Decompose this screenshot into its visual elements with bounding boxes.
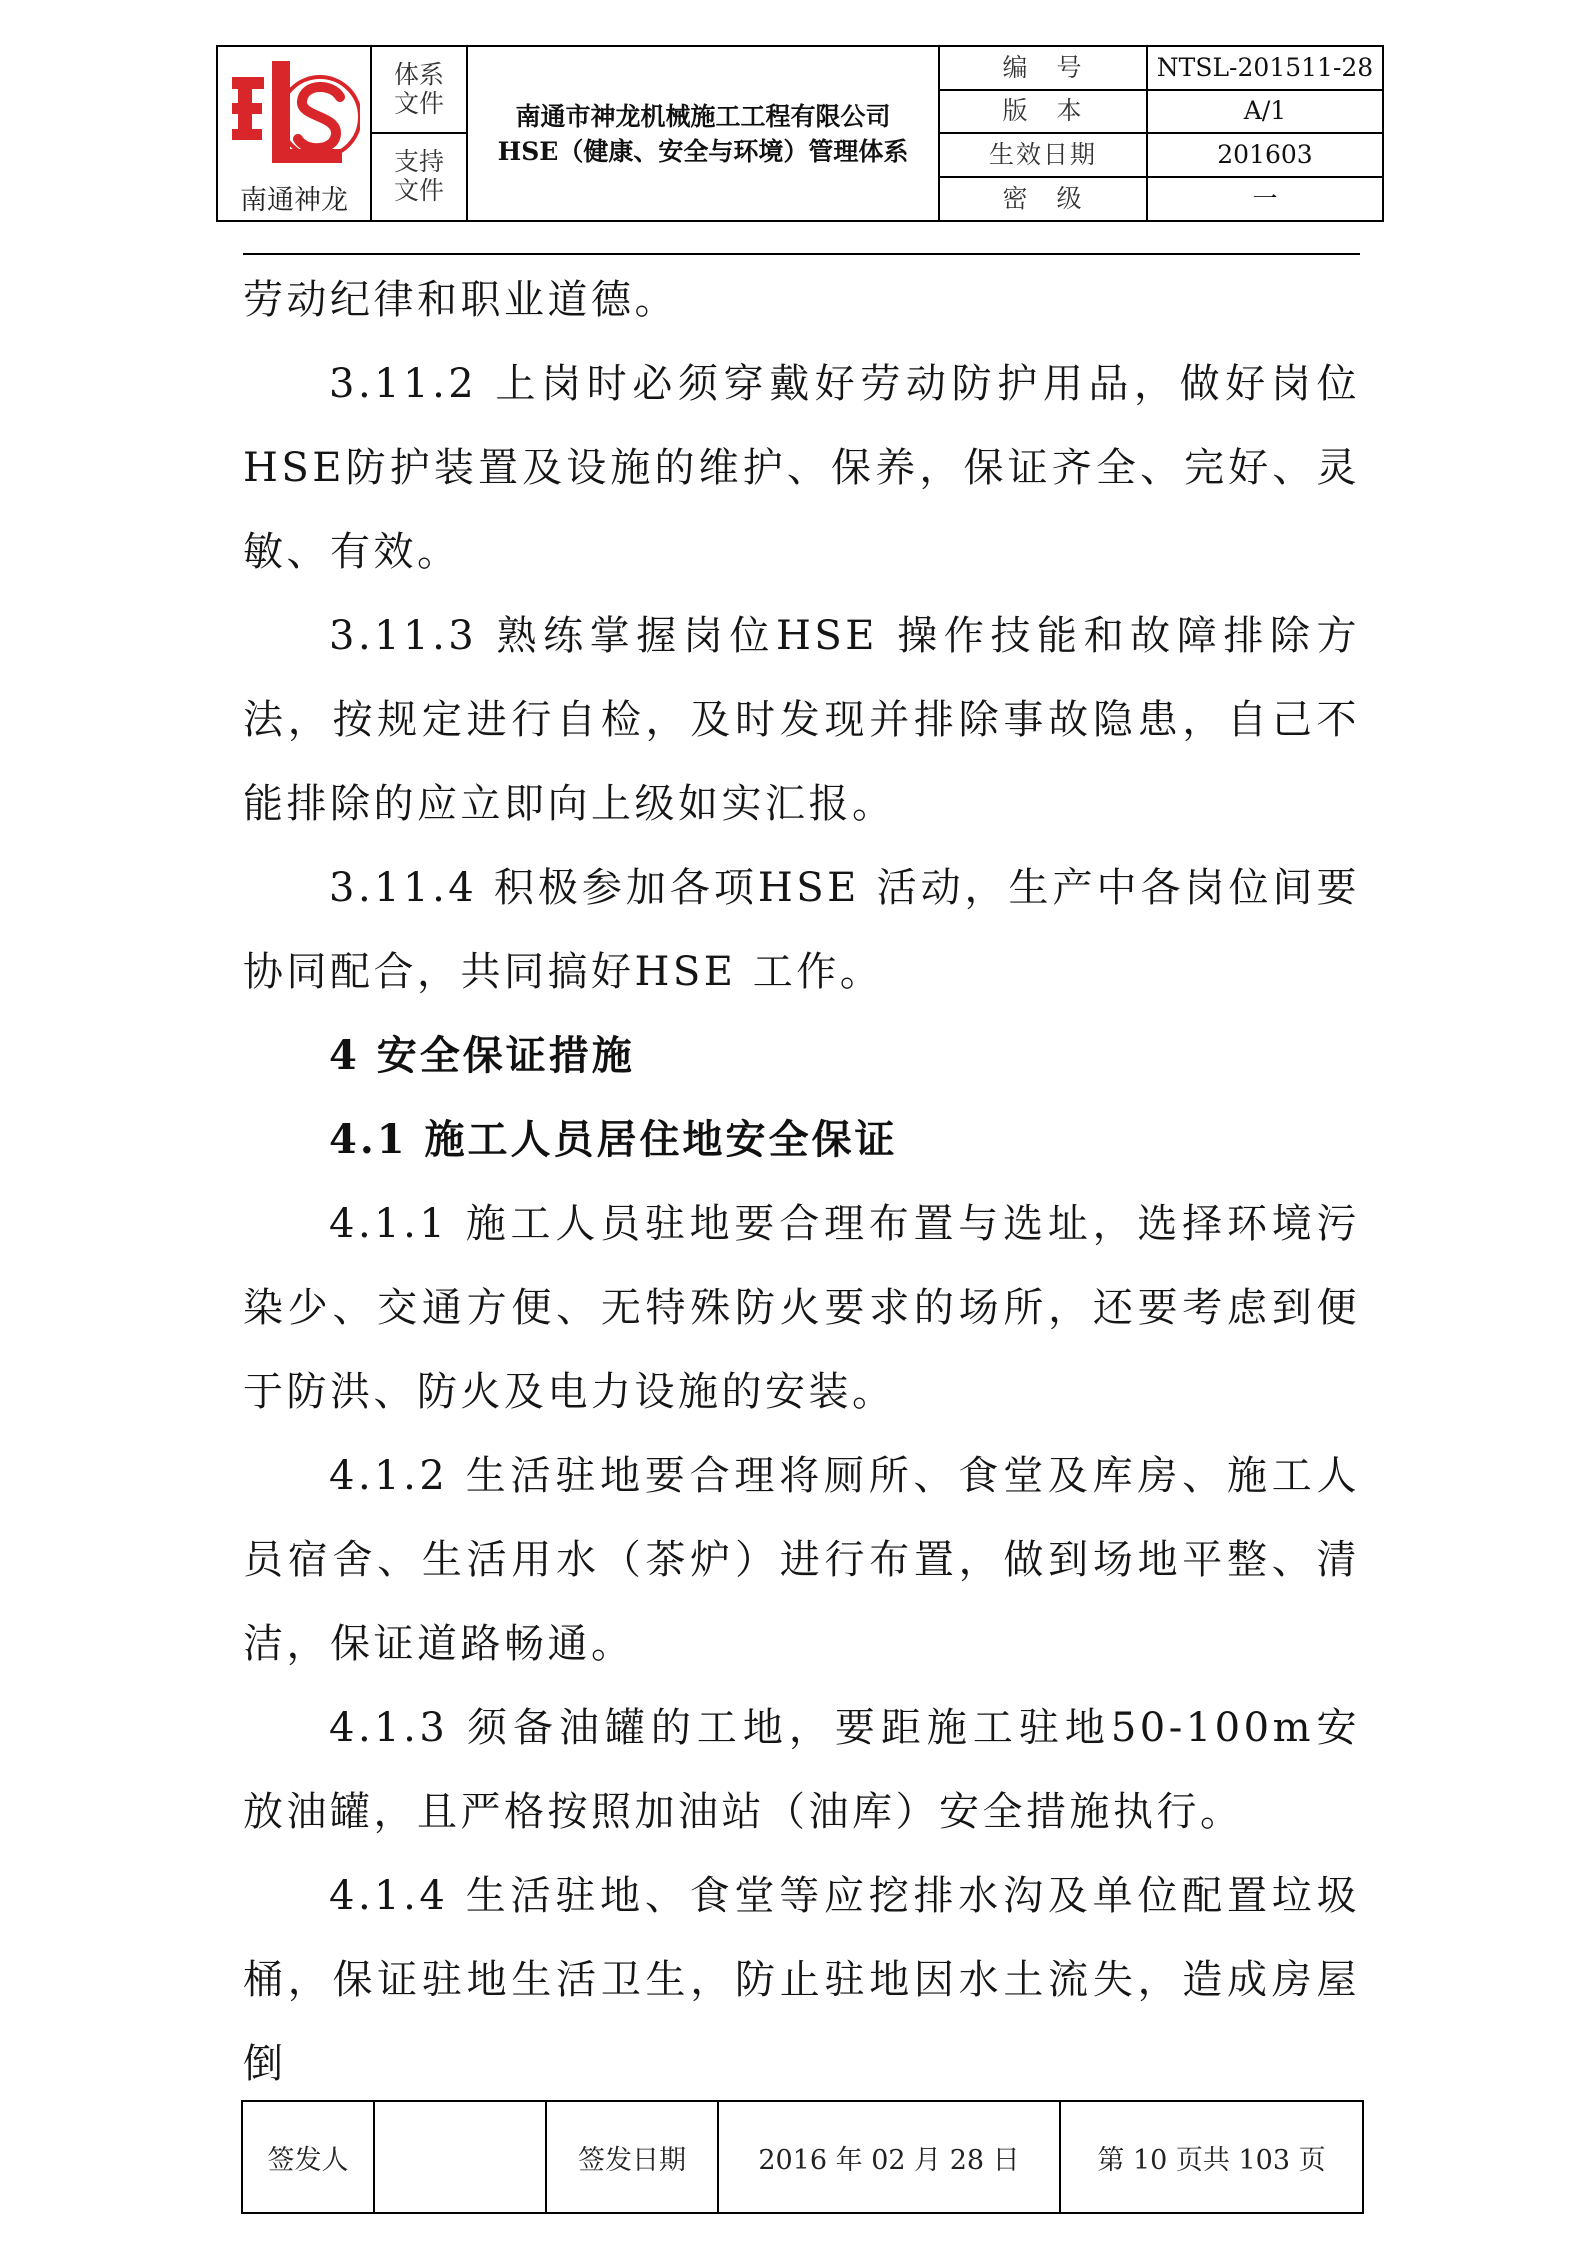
header-divider bbox=[243, 253, 1360, 255]
meta-label-number: 编 号 bbox=[939, 46, 1147, 90]
document-header bbox=[216, 45, 1384, 222]
body-paragraph: 劳动纪律和职业道德。 bbox=[243, 277, 678, 323]
subsection-heading: 4.1 施工人员居住地安全保证 bbox=[329, 1116, 898, 1163]
meta-label-version: 版 本 bbox=[939, 90, 1147, 133]
company-logo-icon bbox=[232, 53, 360, 183]
document-body bbox=[243, 258, 1360, 2106]
company-logo bbox=[217, 46, 371, 221]
body-paragraph: 3.11.2 上岗时必须穿戴好劳动防护用品，做好岗位HSE防护装置及设施的维护、保养，保证齐全、完好、灵敏、有效。 bbox=[243, 361, 1360, 575]
issuer-value bbox=[374, 2101, 546, 2213]
doc-type-support: 支持 文件 bbox=[371, 133, 467, 221]
body-paragraph: 3.11.4 积极参加各项HSE 活动，生产中各岗位间要协同配合，共同搞好HSE 工作。 bbox=[243, 865, 1360, 995]
body-paragraph: 4.1.3 须备油罐的工地，要距施工驻地50-100m安放油罐，且严格按照加油站（油库）安全措施执行。 bbox=[243, 1705, 1360, 1835]
header-title-cell bbox=[467, 46, 939, 221]
body-paragraph: 4.1.1 施工人员驻地要合理布置与选址，选择环境污染少、交通方便、无特殊防火要求的场所，还要考虑到便于防洪、防火及电力设施的安装。 bbox=[243, 1201, 1360, 1415]
issue-date-label: 签发日期 bbox=[546, 2101, 718, 2213]
body-paragraph: 4.1.4 生活驻地、食堂等应挖排水沟及单位配置垃圾桶，保证驻地生活卫生，防止驻地因水土流失，造成房屋倒 bbox=[243, 1873, 1360, 2087]
issuer-label: 签发人 bbox=[242, 2101, 374, 2213]
document-footer bbox=[241, 2100, 1364, 2214]
body-paragraph: 4.1.2 生活驻地要合理将厕所、食堂及库房、施工人员宿舍、生活用水（茶炉）进行布置，做到场地平整、清洁，保证道路畅通。 bbox=[243, 1453, 1360, 1667]
issue-date-value: 2016 年 02 月 28 日 bbox=[718, 2101, 1060, 2213]
doc-type-system: 体系 文件 bbox=[371, 46, 467, 133]
meta-value-classification: 一 bbox=[1147, 177, 1383, 221]
page-info: 第 10 页共 103 页 bbox=[1060, 2101, 1363, 2213]
meta-label-effective-date: 生效日期 bbox=[939, 133, 1147, 177]
meta-value-number: NTSL-201511-28 bbox=[1147, 46, 1383, 90]
section-heading: 4 安全保证措施 bbox=[329, 1032, 635, 1079]
meta-value-effective-date: 201603 bbox=[1147, 133, 1383, 177]
logo-text: 南通神龙 bbox=[240, 184, 348, 216]
body-paragraph: 3.11.3 熟练掌握岗位HSE 操作技能和故障排除方法，按规定进行自检，及时发现并排除事故隐患，自己不能排除的应立即向上级如实汇报。 bbox=[243, 613, 1360, 827]
meta-label-classification: 密 级 bbox=[939, 177, 1147, 221]
meta-value-version: A/1 bbox=[1147, 90, 1383, 133]
company-name: 南通市神龙机械施工工程有限公司 bbox=[515, 101, 891, 131]
system-name: HSE（健康、安全与环境）管理体系 bbox=[497, 136, 909, 166]
